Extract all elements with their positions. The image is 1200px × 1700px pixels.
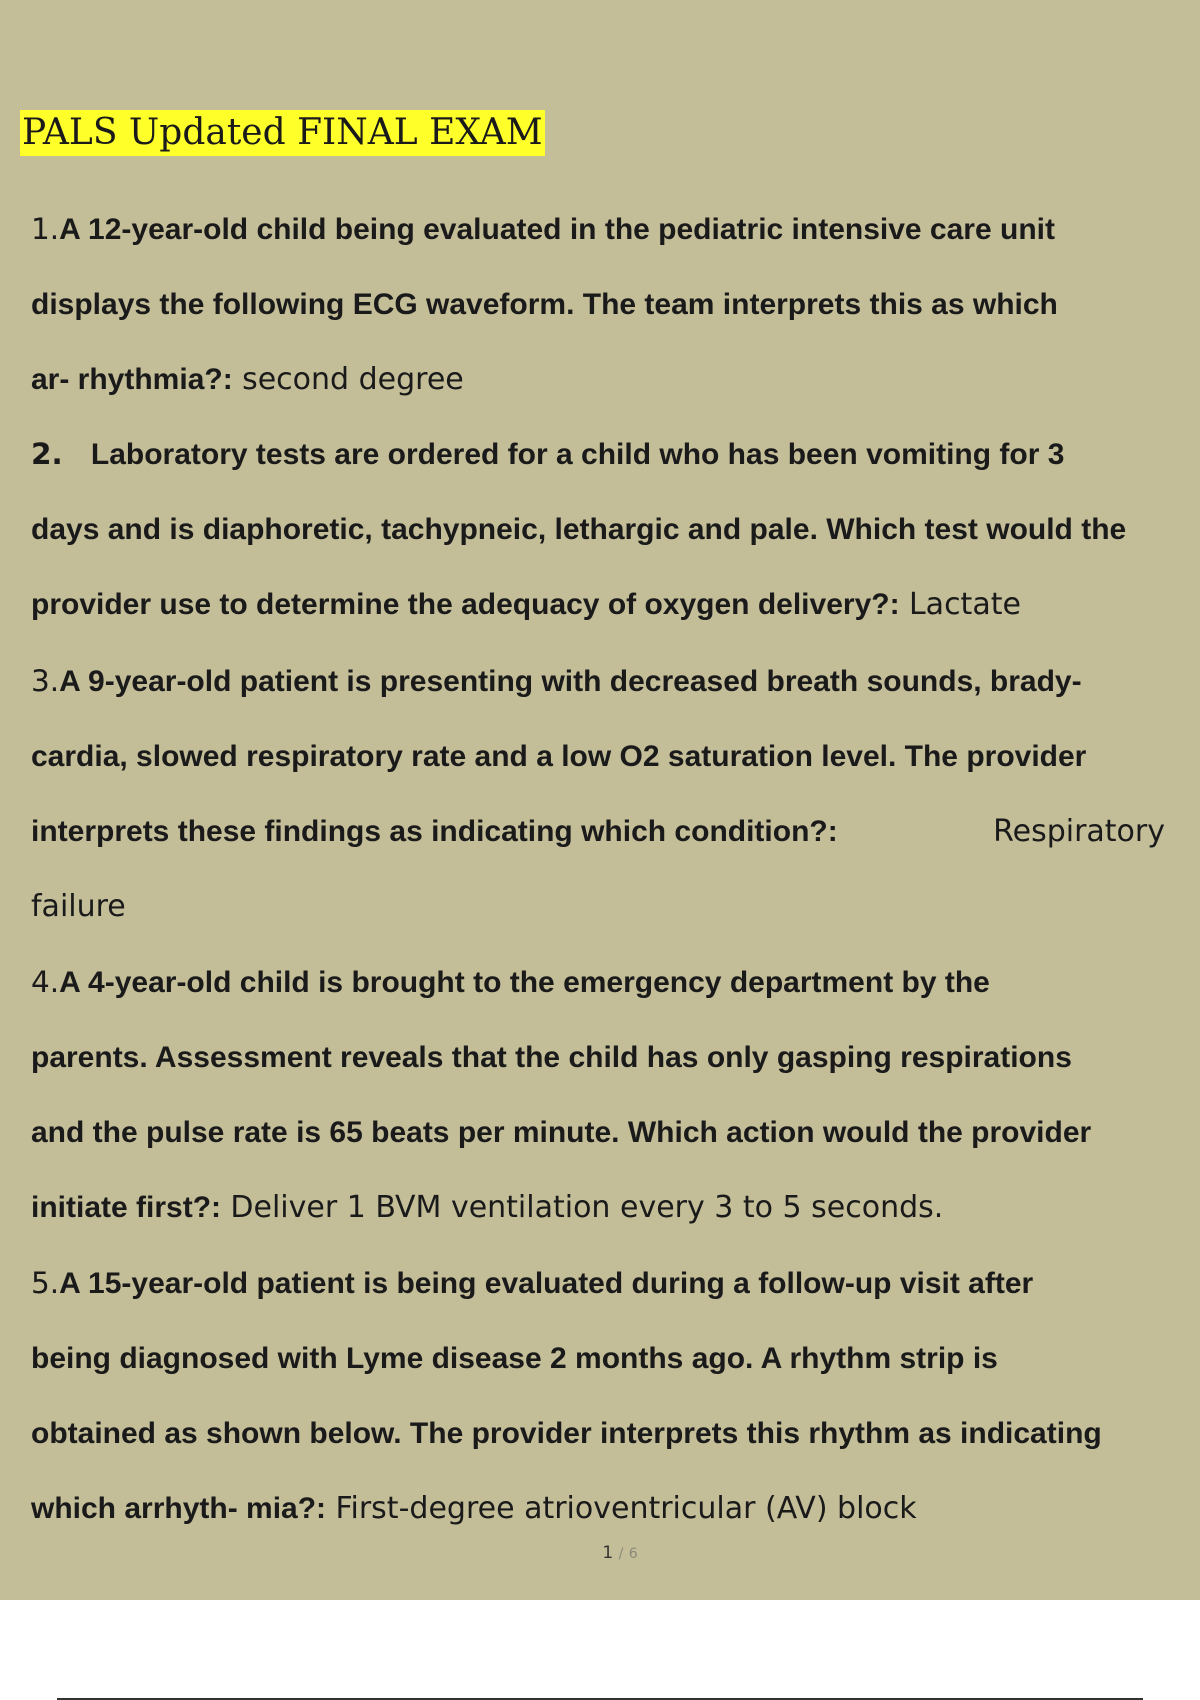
question-text: parents. Assessment reveals that the child has only gasping respirations	[31, 1041, 1072, 1074]
question-text: obtained as shown below. The provider interprets this rhythm as indicating	[31, 1417, 1102, 1450]
question-number: 4.	[31, 965, 60, 999]
answer-text: Respiratory	[993, 814, 1165, 849]
question-2	[31, 417, 1181, 642]
answer-text: second degree	[242, 362, 464, 397]
question-text: A 4-year-old child is brought to the emergency department by the	[59, 966, 990, 999]
question-text: A 12-year-old child being evaluated in the pediatric intensive care unit	[59, 213, 1055, 246]
question-text: being diagnosed with Lyme disease 2 months ago. A rhythm strip is	[31, 1342, 998, 1375]
question-text: A 9-year-old patient is presenting with decreased breath sounds, brady-	[59, 665, 1082, 698]
page-number-current: 1	[602, 1543, 614, 1563]
question-number: 1.	[31, 212, 60, 246]
question-1	[31, 192, 1181, 417]
page-number-separator: /	[618, 1546, 624, 1562]
question-text: provider use to determine the adequacy of oxygen delivery?:	[31, 588, 900, 621]
question-text: displays the following ECG waveform. The team interprets this as which	[31, 288, 1058, 321]
question-5	[31, 1246, 1181, 1546]
question-text: cardia, slowed respiratory rate and a low O2 saturation level. The provider	[31, 740, 1087, 773]
question-text: which arrhyth- mia?:	[31, 1492, 327, 1525]
question-text: A 15-year-old patient is being evaluated during a follow-up visit after	[59, 1267, 1034, 1300]
question-text: and the pulse rate is 65 beats per minute. Which action would the provider	[31, 1116, 1092, 1149]
answer-text: Lactate	[908, 587, 1021, 622]
page-number	[0, 1543, 1200, 1563]
question-text: ar- rhythmia?:	[31, 363, 233, 396]
document-title: PALS Updated FINAL EXAM	[20, 110, 545, 156]
question-text: Laboratory tests are ordered for a child who has been vomiting for 3	[90, 438, 1065, 471]
question-3	[31, 644, 1181, 944]
answer-text: First-degree atrioventricular (AV) block	[335, 1491, 917, 1526]
question-number: 3.	[31, 664, 60, 698]
question-number: 5.	[31, 1266, 60, 1300]
page-number-total: 6	[628, 1546, 638, 1562]
answer-text-continued: failure	[31, 889, 126, 924]
answer-text: Deliver 1 BVM ventilation every 3 to 5 seconds.	[230, 1190, 944, 1225]
question-number: 2.	[31, 437, 63, 471]
question-text: interprets these findings as indicating which condition?:	[31, 815, 838, 848]
question-4	[31, 945, 1181, 1245]
question-text: initiate first?:	[31, 1191, 222, 1224]
question-text: days and is diaphoretic, tachypneic, lethargic and pale. Which test would the	[31, 513, 1127, 546]
